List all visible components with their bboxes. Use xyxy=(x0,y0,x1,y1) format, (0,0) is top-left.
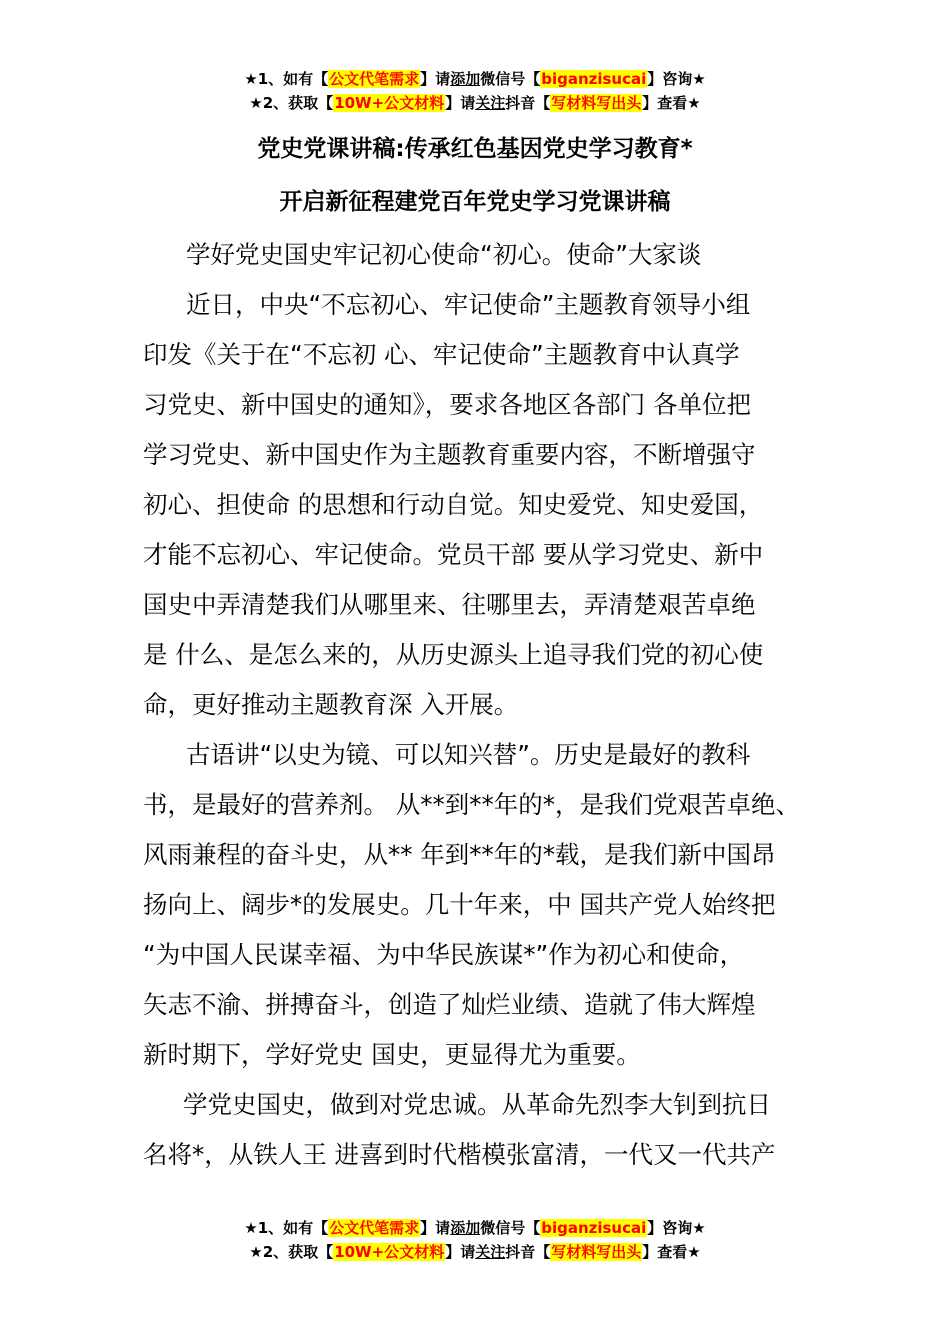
paragraph-line: 风雨兼程的奋斗史，从** 年到**年的*载，是我们新中国昂 xyxy=(143,840,776,869)
banner-text: 】请 xyxy=(445,1243,476,1261)
document-title-line-2: 开启新征程建党百年党史学习党课讲稿 xyxy=(279,189,671,215)
paragraph-line: 习党史、新中国史的通知》，要求各地区各部门 各单位把 xyxy=(143,390,752,419)
banner-text: 微信号【 xyxy=(480,70,541,88)
paragraph-line: 新时期下，学好党史 国史，更显得尤为重要。 xyxy=(143,1040,641,1069)
highlight-douyin-account: 写材料写出头 xyxy=(551,1243,642,1261)
underlined-text: 添加 xyxy=(450,1219,481,1237)
underlined-text: 关注 xyxy=(475,1243,506,1261)
banner-text: 】请 xyxy=(445,94,476,112)
banner-line-1 xyxy=(0,67,950,91)
paragraph-line: 名将*，从铁人王 进喜到时代楷模张富清，一代又一代共产 xyxy=(143,1140,776,1169)
banner-line-2 xyxy=(0,91,950,115)
paragraph-line: 古语讲“以史为镜、可以知兴替”。历史是最好的教科 xyxy=(186,740,751,769)
underlined-text: 添加 xyxy=(450,70,481,88)
paragraph-line: 印发《关于在“不忘初 心、牢记使命”主题教育中认真学 xyxy=(143,340,740,369)
highlight-douyin-account: 写材料写出头 xyxy=(551,94,642,112)
highlight-service: 公文代笔需求 xyxy=(329,70,420,88)
paragraph-line: 学党史国史，做到对党忠诚。从革命先烈李大钊到抗日 xyxy=(183,1090,771,1119)
header-banner xyxy=(0,67,950,115)
banner-text: ★1、如有【 xyxy=(244,1219,329,1237)
banner-line-1 xyxy=(0,1216,950,1240)
paragraph-line: 近日，中央“不忘初心、牢记使命”主题教育领导小组 xyxy=(186,290,751,319)
banner-text: 抖音【 xyxy=(505,94,551,112)
paragraph-line: 才能不忘初心、牢记使命。党员干部 要从学习党史、新中 xyxy=(143,540,764,569)
banner-text: 微信号【 xyxy=(480,1219,541,1237)
paragraph-line: 命，更好推动主题教育深 入开展。 xyxy=(143,690,519,719)
banner-text: 】咨询★ xyxy=(647,1219,706,1237)
banner-text: 】查看★ xyxy=(642,94,701,112)
underlined-text: 关注 xyxy=(475,94,506,112)
highlight-wechat-id: biganzisucai xyxy=(541,70,647,88)
banner-text: 】查看★ xyxy=(642,1243,701,1261)
highlight-service: 公文代笔需求 xyxy=(329,1219,420,1237)
banner-text: ★1、如有【 xyxy=(244,70,329,88)
footer-banner xyxy=(0,1216,950,1264)
highlight-materials: 10W+公文材料 xyxy=(334,94,445,112)
paragraph-line: “为中国人民谋幸福、为中华民族谋*”作为初心和使命， xyxy=(143,940,745,969)
paragraph-line: 书，是最好的营养剂。 从**到**年的*，是我们党艰苦卓绝、 xyxy=(143,790,801,819)
document-body xyxy=(143,230,833,1180)
subtitle-line: 学好党史国史牢记初心使命“初心。使命”大家谈 xyxy=(186,240,702,269)
paragraph-line: 扬向上、阔步*的发展史。几十年来，中 国共产党人始终把 xyxy=(143,890,776,919)
document-title-line-1: 党史党课讲稿:传承红色基因党史学习教育* xyxy=(257,136,693,162)
banner-text: ★2、获取【 xyxy=(249,94,334,112)
paragraph-line: 初心、担使命 的思想和行动自觉。知史爱党、知史爱国， xyxy=(143,490,764,519)
highlight-materials: 10W+公文材料 xyxy=(334,1243,445,1261)
banner-text: 】咨询★ xyxy=(647,70,706,88)
banner-text: ★2、获取【 xyxy=(249,1243,334,1261)
banner-text: 】请 xyxy=(420,70,451,88)
paragraph-line: 学习党史、新中国史作为主题教育重要内容，不断增强守 xyxy=(143,440,756,469)
highlight-wechat-id: biganzisucai xyxy=(541,1219,647,1237)
banner-text: 】请 xyxy=(420,1219,451,1237)
banner-line-2 xyxy=(0,1240,950,1264)
paragraph-line: 是 什么、是怎么来的，从历史源头上追寻我们党的初心使 xyxy=(143,640,764,669)
banner-text: 抖音【 xyxy=(505,1243,551,1261)
paragraph-line: 国史中弄清楚我们从哪里来、往哪里去，弄清楚艰苦卓绝 xyxy=(143,590,756,619)
paragraph-line: 矢志不渝、拼搏奋斗，创造了灿烂业绩、造就了伟大辉煌 xyxy=(143,990,756,1019)
